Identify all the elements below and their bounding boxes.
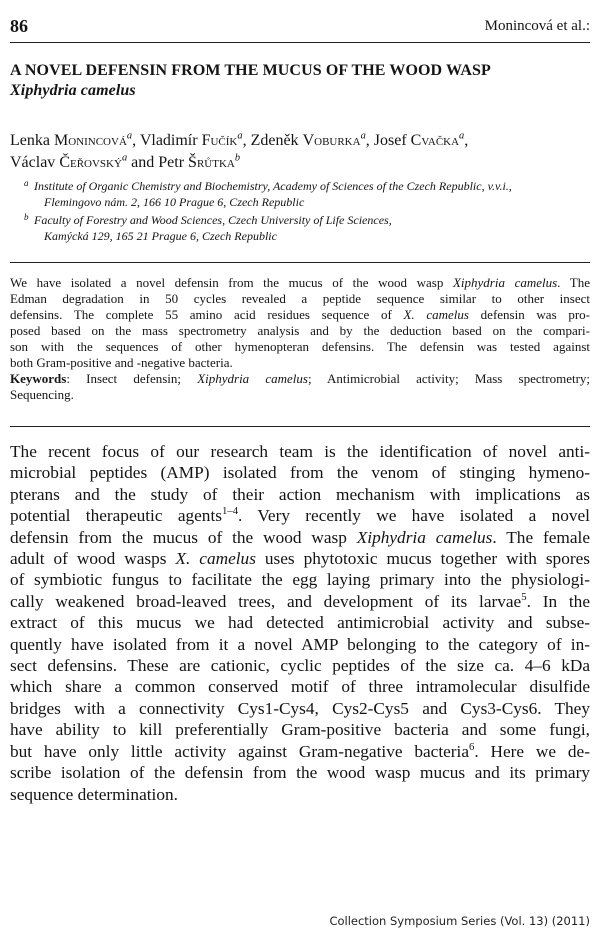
abstract-line: son with the sequences of other hymenopteran defensins. The defensin was tested against	[10, 339, 590, 354]
body-line: defensin from the mucus of the wood wasp Xiphydria camelus. The female	[10, 527, 590, 547]
abstract	[10, 275, 590, 403]
abstract-top-rule	[10, 262, 590, 263]
affiliation-line: Faculty of Forestry and Wood Sciences, Czech University of Life Sciences,	[34, 213, 392, 227]
running-head: Monincová et al.:	[484, 18, 590, 34]
author-line-1	[10, 130, 590, 152]
footer-series: Collection Symposium Series (Vol. 13) (2011)	[329, 914, 590, 928]
abstract-line: Edman degradation in 50 cycles revealed a peptide sequence similar to other insect	[10, 291, 590, 306]
body-line: adult of wood wasps X. camelus uses phytotoxic mucus together with spores	[10, 549, 590, 569]
body-line: extract of this mucus we had detected antimicrobial activity and subse-	[10, 613, 590, 633]
abstract-line: both Gram-positive and -negative bacteria.	[10, 355, 233, 370]
author-line-2	[10, 152, 590, 174]
body-line: scribe isolation of the defensin from the wood wasp mucus and its primary	[10, 763, 590, 783]
body-line: The recent focus of our research team is the identification of novel anti-	[10, 442, 590, 461]
header-rule	[10, 42, 590, 43]
body-line: of symbiotic fungus to facilitate the egg laying primary into the physiologi-	[10, 570, 590, 590]
body-line: potential therapeutic agents$^{1-4}$. Very recently we have isolated a novel	[10, 505, 590, 526]
body-line: which share a common conserved motif of three intramolecular disulfide	[10, 677, 590, 697]
author-5: Václav Čeřovský$^a$ and	[10, 152, 159, 171]
abstract-bottom-rule	[10, 426, 590, 427]
affiliation-a	[24, 178, 590, 210]
body-line: microbial peptides (AMP) isolated from the venom of stinging hymeno-	[10, 463, 590, 483]
affiliation-mark: a	[24, 178, 29, 188]
affiliation-line: Flemingovo nám. 2, 166 10 Prague 6, Czech Republic	[44, 195, 305, 209]
keywords: Keywords: Insect defensin; Xiphydria camelus; Antimicrobial activity; Mass spectrometry;	[10, 371, 591, 386]
body-line: bridges with a connectivity Cys1-Cys4, Cys2-Cys5 and Cys3-Cys6. They	[10, 698, 590, 718]
title-species: Xiphydria camelus	[10, 82, 136, 99]
body-paragraph	[10, 441, 590, 805]
keywords-continued: Sequencing.	[10, 387, 74, 402]
article-title	[10, 61, 590, 101]
body-line: cally weakened broad-leaved trees, and development of its larvae$^5$. In the	[10, 591, 590, 611]
abstract-line: posed based on the mass spectrometry analysis and by the deduction based on the compari-	[10, 323, 590, 338]
affiliation-line: Institute of Organic Chemistry and Biochemistry, Academy of Sciences of the Czech Republic, v.v.i.,	[34, 179, 512, 193]
citation-ref: 1–4	[221, 505, 239, 518]
affiliation-line: Kamýcká 129, 165 21 Prague 6, Czech Republic	[44, 229, 277, 243]
body-line: have ability to kill preferentially Gram-positive bacteria and some fungi,	[10, 720, 590, 740]
abstract-line: defensins. The complete 55 amino acid residues sequence of X. camelus defensin was pro-	[10, 307, 590, 322]
title-main: A NOVEL DEFENSIN FROM THE MUCUS OF THE WOOD WASP	[10, 62, 491, 79]
page-number: 86	[10, 16, 28, 36]
body-line: quently have isolated from it a novel AMP belonging to the category of in-	[10, 634, 590, 654]
keywords-label: Keywords	[10, 371, 67, 386]
author-list	[10, 130, 590, 174]
author-6: Petr Šrůtka$^b$	[158, 152, 241, 171]
affiliation-b	[24, 212, 590, 244]
body-line: but have only little activity against Gram-negative bacteria$^6$. Here we de-	[10, 740, 590, 761]
page-header	[10, 14, 590, 42]
body-line: pterans and the study of their action mechanism with implications as	[10, 484, 590, 504]
citation-ref: 5	[521, 591, 527, 604]
citation-ref: 6	[469, 740, 475, 753]
affiliation-mark: b	[24, 212, 29, 222]
abstract-line: We have isolated a novel defensin from the mucus of the wood wasp Xiphydria camelus. The	[10, 275, 591, 290]
body-line: sect defensins. These are cationic, cyclic peptides of the size ca. 4–6 kDa	[10, 656, 590, 676]
author-3: Zdeněk Voburka$^a$,	[250, 130, 374, 149]
body-line: sequence determination.	[10, 784, 178, 804]
author-2: Vladimír Fučík$^a$,	[139, 130, 251, 149]
author-4: Josef Cvačka$^a$,	[373, 130, 469, 149]
affiliation-list	[24, 178, 590, 246]
author-1: Lenka Monincová$^a$,	[10, 130, 140, 149]
